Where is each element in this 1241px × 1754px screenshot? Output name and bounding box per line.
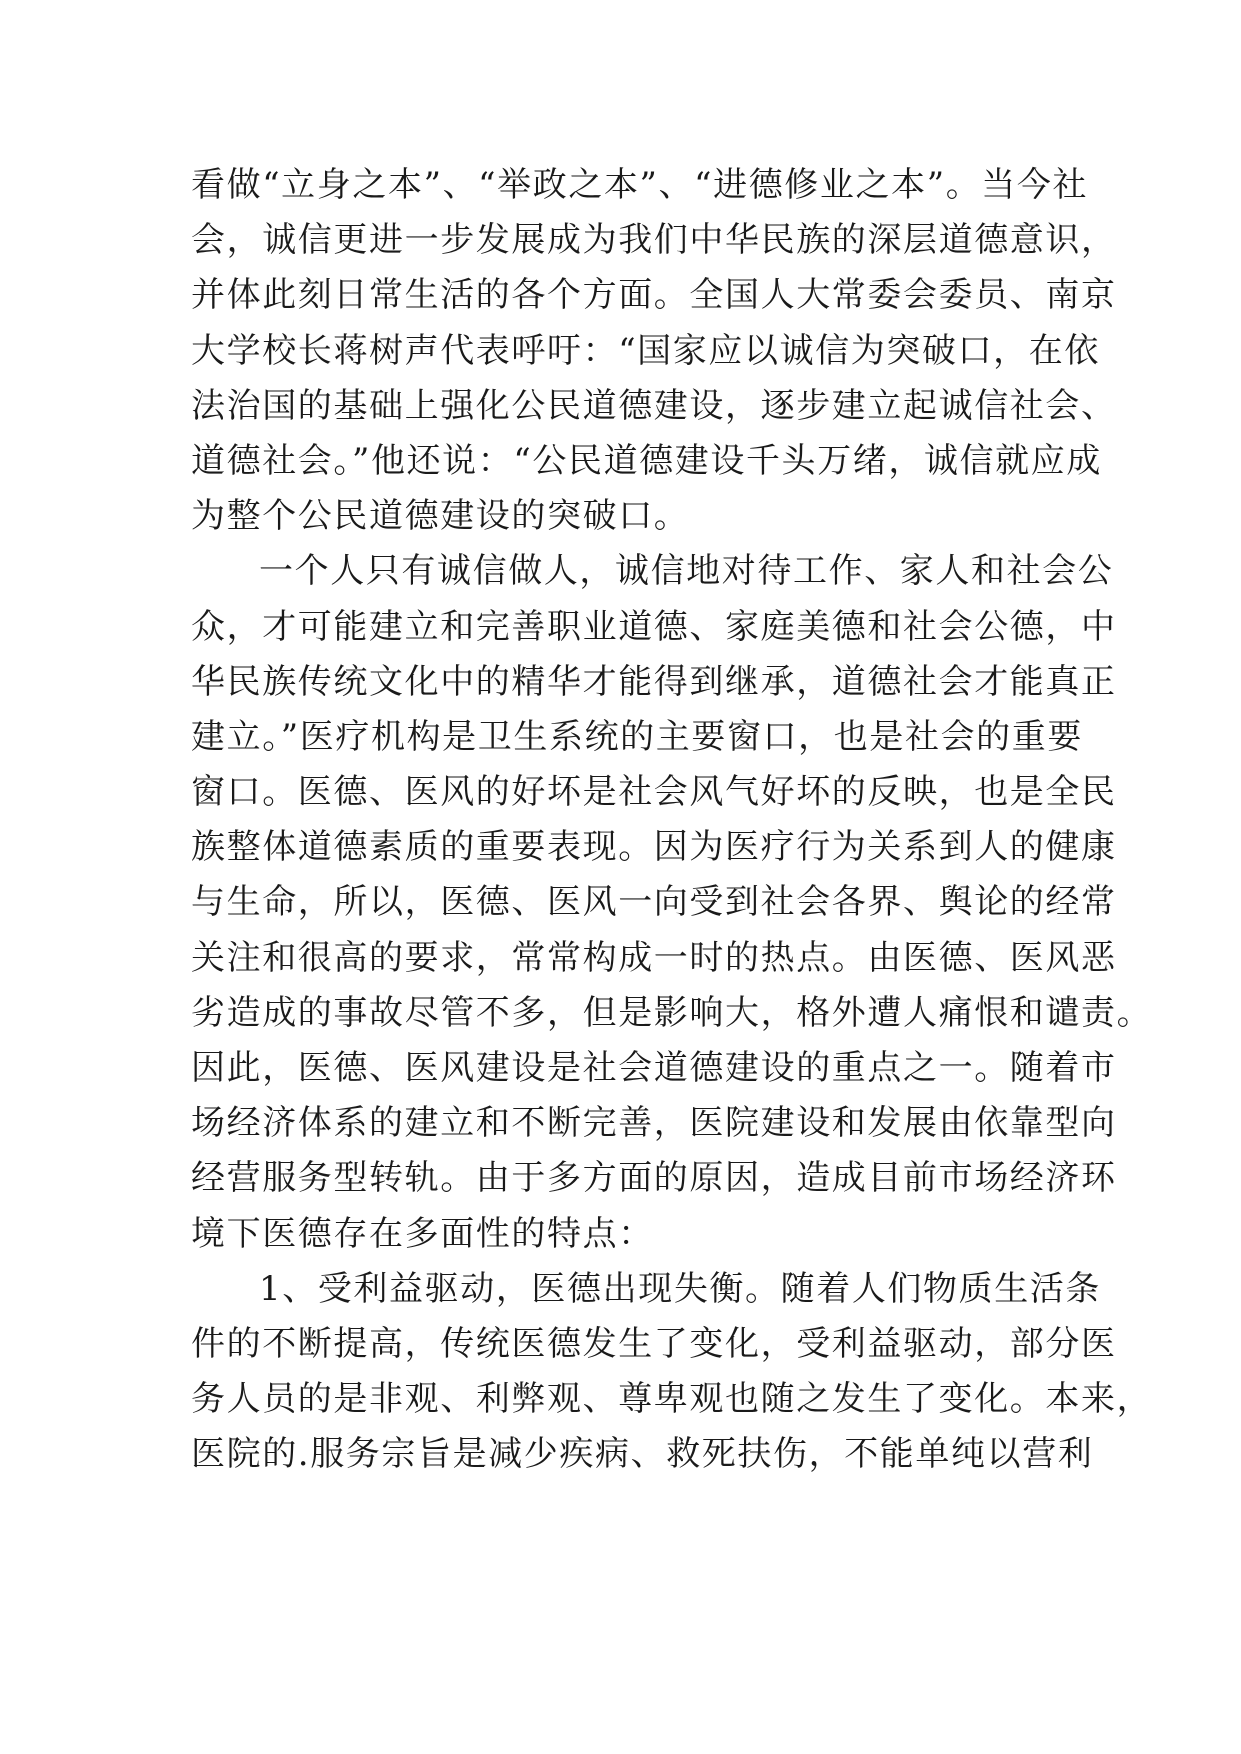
text-line: 1、受利益驱动，医德出现失衡。随着人们物质生活条 bbox=[259, 1268, 1102, 1309]
text-line: 境下医德存在多面性的特点： bbox=[191, 1213, 654, 1254]
text-line: 件的不断提高，传统医德发生了变化，受利益驱动，部分医 bbox=[191, 1323, 1117, 1364]
text-line: 与生命，所以，医德、医风一向受到社会各界、舆论的经常 bbox=[191, 882, 1117, 923]
text-line: 医院的.服务宗旨是减少疾病、救死扶伤，不能单纯以营利 bbox=[191, 1434, 1094, 1475]
text-line: 务人员的是非观、利弊观、尊卑观也随之发生了变化。本来， bbox=[191, 1379, 1153, 1420]
text-line: 一个人只有诚信做人，诚信地对待工作、家人和社会公 bbox=[259, 551, 1114, 592]
paragraph bbox=[191, 544, 1153, 1261]
text-line: 华民族传统文化中的精华才能得到继承，道德社会才能真正 bbox=[191, 661, 1117, 702]
text-line: 窗口。医德、医风的好坏是社会风气好坏的反映，也是全民 bbox=[191, 772, 1117, 813]
text-line: 场经济体系的建立和不断完善，医院建设和发展由依靠型向 bbox=[191, 1103, 1117, 1144]
paragraph bbox=[191, 158, 1117, 544]
text-line: 并体此刻日常生活的各个方面。全国人大常委会委员、南京 bbox=[191, 275, 1117, 316]
text-line: 因此，医德、医风建设是社会道德建设的重点之一。随着市 bbox=[191, 1048, 1117, 1088]
text-line: 建立。”医疗机构是卫生系统的主要窗口，也是社会的重要 bbox=[191, 716, 1083, 757]
text-line: 为整个公民道德建设的突破口。 bbox=[191, 496, 690, 537]
text-line: 看做“立身之本”、“举政之本”、“进德修业之本”。当今社 bbox=[191, 165, 1089, 205]
text-line: 法治国的基础上强化公民道德建设，逐步建立起诚信社会、 bbox=[191, 385, 1117, 426]
text-line: 道德社会。”他还说：“公民道德建设千头万绪，诚信就应成 bbox=[191, 440, 1102, 481]
text-line: 关注和很高的要求，常常构成一时的热点。由医德、医风恶 bbox=[191, 937, 1117, 978]
text-line: 众，才可能建立和完善职业道德、家庭美德和社会公德，中 bbox=[191, 606, 1117, 647]
paragraph bbox=[191, 1262, 1153, 1483]
text-line: 会，诚信更进一步发展成为我们中华民族的深层道德意识， bbox=[191, 220, 1117, 261]
text-line: 族整体道德素质的重要表现。因为医疗行为关系到人的健康 bbox=[191, 827, 1117, 868]
text-line: 大学校长蒋树声代表呼吁：“国家应以诚信为突破口，在依 bbox=[191, 330, 1100, 371]
text-line: 经营服务型转轨。由于多方面的原因，造成目前市场经济环 bbox=[191, 1158, 1117, 1199]
body-text bbox=[191, 158, 1153, 1483]
text-line: 劣造成的事故尽管不多，但是影响大，格外遭人痛恨和谴责。 bbox=[191, 992, 1153, 1033]
